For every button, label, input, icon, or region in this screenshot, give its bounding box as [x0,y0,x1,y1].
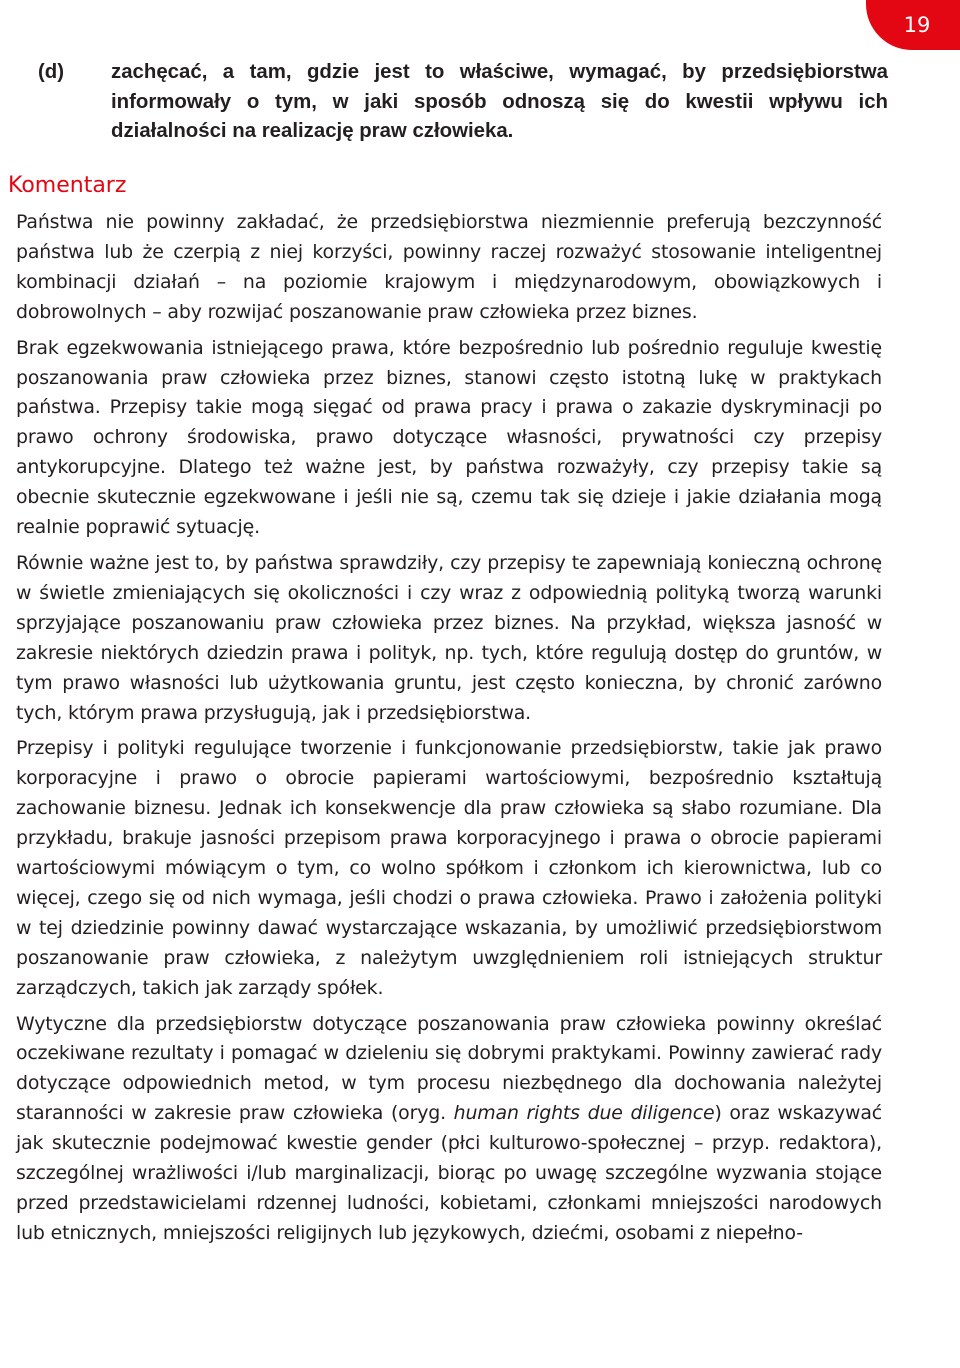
list-item-text: zachęcać, a tam, gdzie jest to właściwe, wymagać, by przedsiębiorstwa informowały o tym, w jaki sposób odnoszą się do kwestii wpływu ich działalności na realizację praw człowieka. [111,61,888,143]
list-item-label: (d) [38,61,65,83]
paragraph-5 [16,1010,882,1249]
page-number-tab [866,0,960,50]
list-item-d [38,58,888,147]
paragraph-5-italic-term: human rights due diligence [453,1102,715,1125]
page-number: 19 [903,13,931,37]
commentary-heading: Komentarz [8,173,127,198]
commentary-body [16,208,882,1255]
paragraph-2: Brak egzekwowania istniejącego prawa, które bezpośrednio lub pośrednio reguluje kwestię poszanowania praw człowieka przez biznes, stanowi często istotną lukę w praktykach państwa. Przepisy takie mogą sięgać od prawa pracy i prawa o zakazie dyskryminacji po prawo ochrony środowiska, prawo dotyczące własności, prywatności czy przepisy antykorupcyjne. Dlatego też ważne jest, by państwa rozważyły, czy przepisy takie są obecnie skutecznie egzekwowane i jeśli nie są, czemu tak się dzieje i jakie działania mogą realnie poprawić sytuację. [16,336,882,539]
paragraph-3: Równie ważne jest to, by państwa sprawdziły, czy przepisy te zapewniają konieczną ochronę w świetle zmieniających się okoliczności i czy wraz z odpowiednią polityką tworzą warunki sprzyjające poszanowaniu praw człowieka przez biznes. Na przykład, większa jasność w zakresie niektórych dziedzin prawa i polityk, np. tych, które regulują dostęp do gruntów, w tym prawo własności lub użytkowania gruntu, jest często konieczna, by chronić zarówno tych, którym prawa przysługują, jak i przedsiębiorstwa. [16,551,882,724]
paragraph-5-start: Wytyczne dla przedsiębiorstw dotyczące poszanowania praw człowieka powinny określać oczekiwane rezultaty i pomagać w dzieleniu się dobrymi praktykami. Powinny zawierać rady dotyczące odpowiednich metod, w tym procesu niezbędnego dla dochowania należytej staranności w zakresie praw człowieka (oryg. [16,1012,882,1125]
paragraph-1: Państwa nie powinny zakładać, że przedsiębiorstwa niezmiennie preferują bezczynność państwa lub że czerpią z niej korzyści, powinny raczej rozważyć stosowanie inteligentnej kombinacji działań – na poziomie krajowym i międzynarodowym, obowiązkowych i dobrowolnych – aby rozwijać poszanowanie praw człowieka przez biznes. [16,211,882,323]
paragraph-5-end: ) oraz wskazywać jak skutecznie podejmować kwestie gender (płci kulturowo-społecznej – przyp. redaktora), szczególnej wrażliwości i/lub marginalizacji, biorąc po uwagę szczególne wyzwania stojące przed przedstawicielami rdzennej ludności, kobietami, członkami mniejszości narodowych lub etnicznych, mniejszości religijnych lub językowych, dziećmi, osobami z niepełno- [16,1102,882,1244]
paragraph-4: Przepisy i polityki regulujące tworzenie i funkcjonowanie przedsiębiorstw, takie jak prawo korporacyjne i prawo o obrocie papierami wartościowymi, bezpośrednio kształtują zachowanie biznesu. Jednak ich konsekwencje dla praw człowieka są słabo rozumiane. Dla przykładu, brakuje jasności przepisom prawa korporacyjnego i prawa o obrocie papierami wartościowymi mówiącym o tym, co wolno spółkom i członkom ich kierownictwa, lub co więcej, czego się od nich wymaga, jeśli chodzi o prawa człowieka. Prawo i założenia polityki w tej dziedzinie powinny dawać wystarczające wskazania, by umożliwić przedsiębiorstwom poszanowanie praw człowieka, z należytym uwzględnieniem roli istniejących struktur zarządczych, takich jak zarządy spółek. [16,737,882,999]
